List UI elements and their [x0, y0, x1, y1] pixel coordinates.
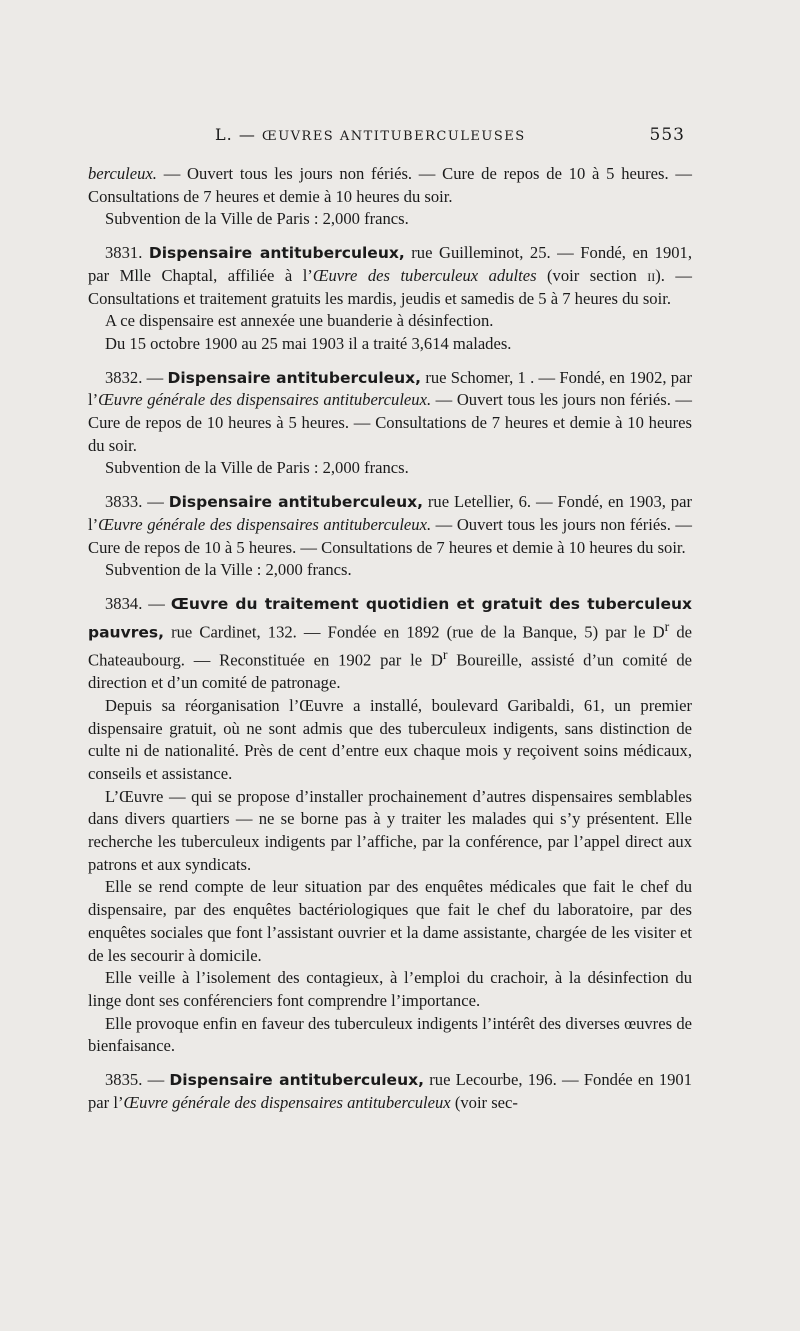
entry-3833 [88, 491, 692, 559]
text-fragment: Elle se rend compte de leur situation par des enquêtes médicales que fait le chef du dispensaire, par des enquêtes bactériologiques que fait le chef du laboratoire, par des enquêtes sociales que font l’assistant ouvrier et la dame assistante, chargée de les visiter et de les secourir à domicile. [88, 877, 692, 965]
paragraph [88, 695, 692, 786]
entry-name: Dispensaire antituberculeux, [148, 244, 405, 263]
entry-name: Dispensaire antituberculeux, [167, 368, 422, 387]
entry-3831-stats [88, 333, 692, 356]
page-body [88, 163, 692, 1114]
paragraph [88, 786, 692, 877]
entry-3832-subvention [88, 457, 692, 480]
text-fragment: L’Œuvre — qui se propose d’installer prochainement d’autres dispensaires semblables dans divers quartiers — ne se borne pas à y traiter les malades qui s’y présentent. Elle recherche les tuberculeux indigents par l’affiche, par la conférence, par l’appel direct aux patrons et aux syndicats. [88, 786, 692, 874]
text-fragment: rue Guilleminot, 25. — Fondé, en 1901, par Mlle Chaptal, affiliée à l’ [88, 243, 692, 285]
text-fragment: — Ouvert tous les jours non fériés. — Cure de repos de 10 à 5 heures. — Consultations de 7 heures et demie à 10 heures du soir. [88, 514, 693, 557]
entry-number: 3832. — [105, 367, 168, 387]
italic-fragment: Œuvre des tuberculeux adultes [312, 265, 537, 285]
section-letter: L. [215, 125, 233, 144]
paragraph [88, 1013, 692, 1058]
text-fragment: rue Letellier, 6. — Fondé, en 1903, par l’ [88, 492, 692, 534]
paragraph [88, 967, 692, 1012]
text-fragment: Depuis sa réorganisation l’Œuvre a installé, boulevard Garibaldi, 61, un premier dispensaire gratuit, où ne sont admis que des tuberculeux indigents, sans distinction de culte ni de nationalité. Près de cent d’entre eux chaque mois y reçoivent soins médicaux, conseils et assistance. [88, 695, 692, 783]
italic-fragment: berculeux. [88, 164, 157, 183]
italic-fragment: Œuvre générale des dispensaires antituberculeux [123, 1092, 451, 1112]
text-fragment: rue Schomer, 1 . — Fondé, en 1902, par l’ [88, 367, 692, 410]
text-fragment: — Ouvert tous les jours non fériés. — Cure de repos de 10 heures à 5 heures. — Consultations de 7 heures et demie à 10 heures du soir. [88, 390, 693, 455]
text-fragment: ). — Consultations et traitement gratuits les mardis, jeudis et samedis de 5 à 7 heures du soir. [88, 265, 692, 308]
entry-number: 3833. — [105, 492, 169, 512]
entry-3833-subvention [88, 559, 692, 582]
italic-fragment: Œuvre générale des dispensaires antituberculeux. [98, 390, 432, 410]
page-number: 553 [649, 125, 685, 145]
text-fragment: Elle provoque enfin en faveur des tuberculeux indigents l’intérêt des diverses œuvres de bienfaisance. [88, 1013, 692, 1056]
text-fragment: de Chateaubourg. — Reconstituée en 1902 par le D [88, 622, 692, 670]
text-fragment: — Ouvert tous les jours non fériés. — Cure de repos de 10 à 5 heures. — Consultations de 7 heures et demie à 10 heures du soir. [88, 164, 692, 206]
entry-3832 [88, 367, 692, 458]
entry-number: 3831. [105, 243, 149, 263]
text-fragment: Subvention de la Ville : 2,000 francs. [105, 560, 352, 580]
italic-fragment: Œuvre générale des dispensaires antituberculeux. [98, 514, 432, 534]
text-fragment: A ce dispensaire est annexée une buanderie à désinfection. [105, 311, 494, 331]
entry-3831-note [88, 310, 692, 333]
entry-name: Dispensaire antituberculeux, [169, 1071, 424, 1090]
text-fragment: rue Cardinet, 132. — Fondée en 1892 (rue de la Banque, 5) par le D [163, 622, 665, 642]
paragraph [88, 876, 692, 967]
entry-3834 [88, 593, 692, 695]
text-fragment: Boureille, assisté d’un comité de direction et d’un comité de patronage. [88, 650, 692, 693]
text-fragment: Subvention de la Ville de Paris : 2,000 francs. [105, 458, 409, 478]
header-dash: — [238, 125, 256, 144]
superscript: r [442, 646, 448, 662]
entry-name: Œuvre du traitement quotidien et gratuit des tuberculeux pauvres, [88, 594, 692, 642]
entry-number: 3835. — [105, 1070, 170, 1090]
header-title: ŒUVRES ANTITUBERCULEUSES [261, 129, 526, 144]
text-fragment: (voir sec- [450, 1092, 518, 1112]
text-fragment: Du 15 octobre 1900 au 25 mai 1903 il a traité 3,614 malades. [105, 333, 512, 353]
entry-number: 3834. — [105, 593, 171, 613]
running-header [215, 125, 685, 144]
text-fragment: rue Lecourbe, 196. — Fondée en 1901 par l’ [88, 1070, 693, 1112]
entry-3835 [88, 1069, 692, 1114]
text-fragment: Elle veille à l’isolement des contagieux, à l’emploi du crachoir, à la désinfection du linge dont ses conférenciers font comprendre l’importance. [88, 968, 692, 1010]
text-fragment: Subvention de la Ville de Paris : 2,000 francs. [105, 209, 409, 229]
continued-paragraph [88, 163, 692, 208]
entry-3831 [88, 242, 692, 310]
superscript: r [664, 618, 670, 634]
entry-name: Dispensaire antituberculeux, [168, 493, 423, 512]
subvention-line [88, 208, 692, 231]
text-fragment: (voir section [536, 265, 648, 285]
roman-numeral: ii [647, 265, 656, 285]
